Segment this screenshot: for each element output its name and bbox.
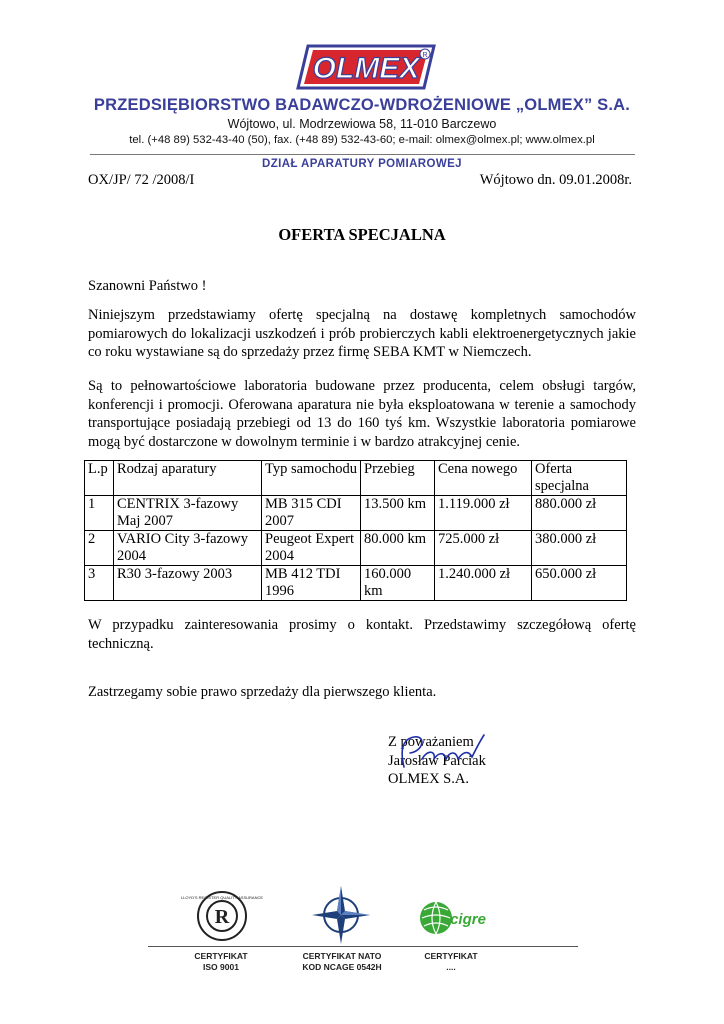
header-cell: Typ samochodu [262,461,361,496]
cert-label-line: ISO 9001 [203,961,239,972]
salutation: Szanowni Państwo ! [88,278,207,294]
cell: 3 [85,566,114,601]
header-cell: Cena nowego [435,461,532,496]
signer-company: OLMEX S.A. [388,771,469,787]
olmex-logo [296,42,436,92]
cell: 650.000 zł [532,566,627,601]
svg-text:LLOYD'S REGISTER QUALITY ASSUR: LLOYD'S REGISTER QUALITY ASSURANCE [180,895,264,900]
cell: 2 [85,531,114,566]
svg-text:R: R [422,52,428,59]
header-cell: L.p [85,461,114,496]
company-name: PRZEDSIĘBIORSTWO BADAWCZO-WDROŻENIOWE „OLMEX” S.A. [93,96,631,114]
cell: CENTRIX 3-fazowy Maj 2007 [114,496,262,531]
cell: 160.000 km [361,566,435,601]
header-cell: Oferta specjalna [532,461,627,496]
svg-text:cigre: cigre [450,911,486,928]
svg-text:R: R [214,906,230,928]
cert-label-iso [176,951,266,972]
table-row [85,531,627,566]
table-row [85,566,627,601]
signer-name: Jarosław Parciak [388,752,486,769]
cell: 1 [85,496,114,531]
svg-text:OLMEX: OLMEX [312,52,420,85]
paragraph-contact: W przypadku zainteresowania prosimy o kontakt. Przedstawimy szczegółową ofertę techniczną. [88,617,636,652]
cert-label-line: .... [446,961,456,972]
cell: MB 315 CDI 2007 [262,496,361,531]
cell: 1.119.000 zł [435,496,532,531]
cell: VARIO City 3-fazowy 2004 [114,531,262,566]
footer-divider [148,946,578,947]
cert-label-cigre [411,951,491,972]
cell: 1.240.000 zł [435,566,532,601]
department-name: DZIAŁ APARATURY POMIAROWEJ [262,158,462,170]
cell: MB 412 TDI 1996 [262,566,361,601]
nato-star-badge [310,884,372,946]
cert-label-line: KOD NCAGE 0542H [302,961,382,972]
paragraph-details: Są to pełnowartościowe laboratoria budowane przez producenta, celem obsługi targów, konferencji i promocji. Oferowana aparatura nie była eksploatowana w terenie a samochody transportujące posiadają przebiegi od 13 do 160 tyś km. Wszystkie laboratoria pomiarowe mogą być dostarczone w dowolnym terminie i w bardzo atrakcyjnej cenie. [88,378,636,450]
cell: Peugeot Expert 2004 [262,531,361,566]
cert-label-line: CERTYFIKAT [194,951,248,961]
company-contact: tel. (+48 89) 532-43-40 (50), fax. (+48 89) 532-43-60; e-mail: olmex@olmex.pl; www.olmex.pl [129,134,595,146]
reference-number: OX/JP/ 72 /2008/I [88,172,195,188]
header-divider [90,154,635,155]
table-row [85,496,627,531]
cell: 80.000 km [361,531,435,566]
cell: 725.000 zł [435,531,532,566]
closing-text: Z poważaniem [388,734,474,750]
document-title: OFERTA SPECJALNA [278,225,446,244]
header-cell: Przebieg [361,461,435,496]
offer-table [84,460,627,601]
cert-label-nato [295,951,389,972]
header-cell: Rodzaj aparatury [114,461,262,496]
cert-label-line: CERTYFIKAT NATO [302,951,382,961]
cell: R30 3-fazowy 2003 [114,566,262,601]
table-header-row [85,461,627,496]
cell: 13.500 km [361,496,435,531]
company-address: Wójtowo, ul. Modrzewiowa 58, 11-010 Barczewo [227,117,497,131]
paragraph-reservation: Zastrzegamy sobie prawo sprzedaży dla pierwszego klienta. [88,684,437,700]
cigre-badge [418,896,488,940]
handwritten-signature [392,729,492,773]
document-date: Wójtowo dn. 09.01.2008r. [479,172,632,188]
cell: 880.000 zł [532,496,627,531]
lloyds-quality-badge [180,890,264,942]
cert-label-line: CERTYFIKAT [424,951,478,961]
cell: 380.000 zł [532,531,627,566]
paragraph-intro: Niniejszym przedstawiamy ofertę specjalną na dostawę kompletnych samochodów pomiarowych do lokalizacji uszkodzeń i prób probierczych kabli elektroenergetycznych jakie co roku wystawiane są do sprzedaży przez firmę SEBA KMT w Niemczech. [88,307,636,360]
